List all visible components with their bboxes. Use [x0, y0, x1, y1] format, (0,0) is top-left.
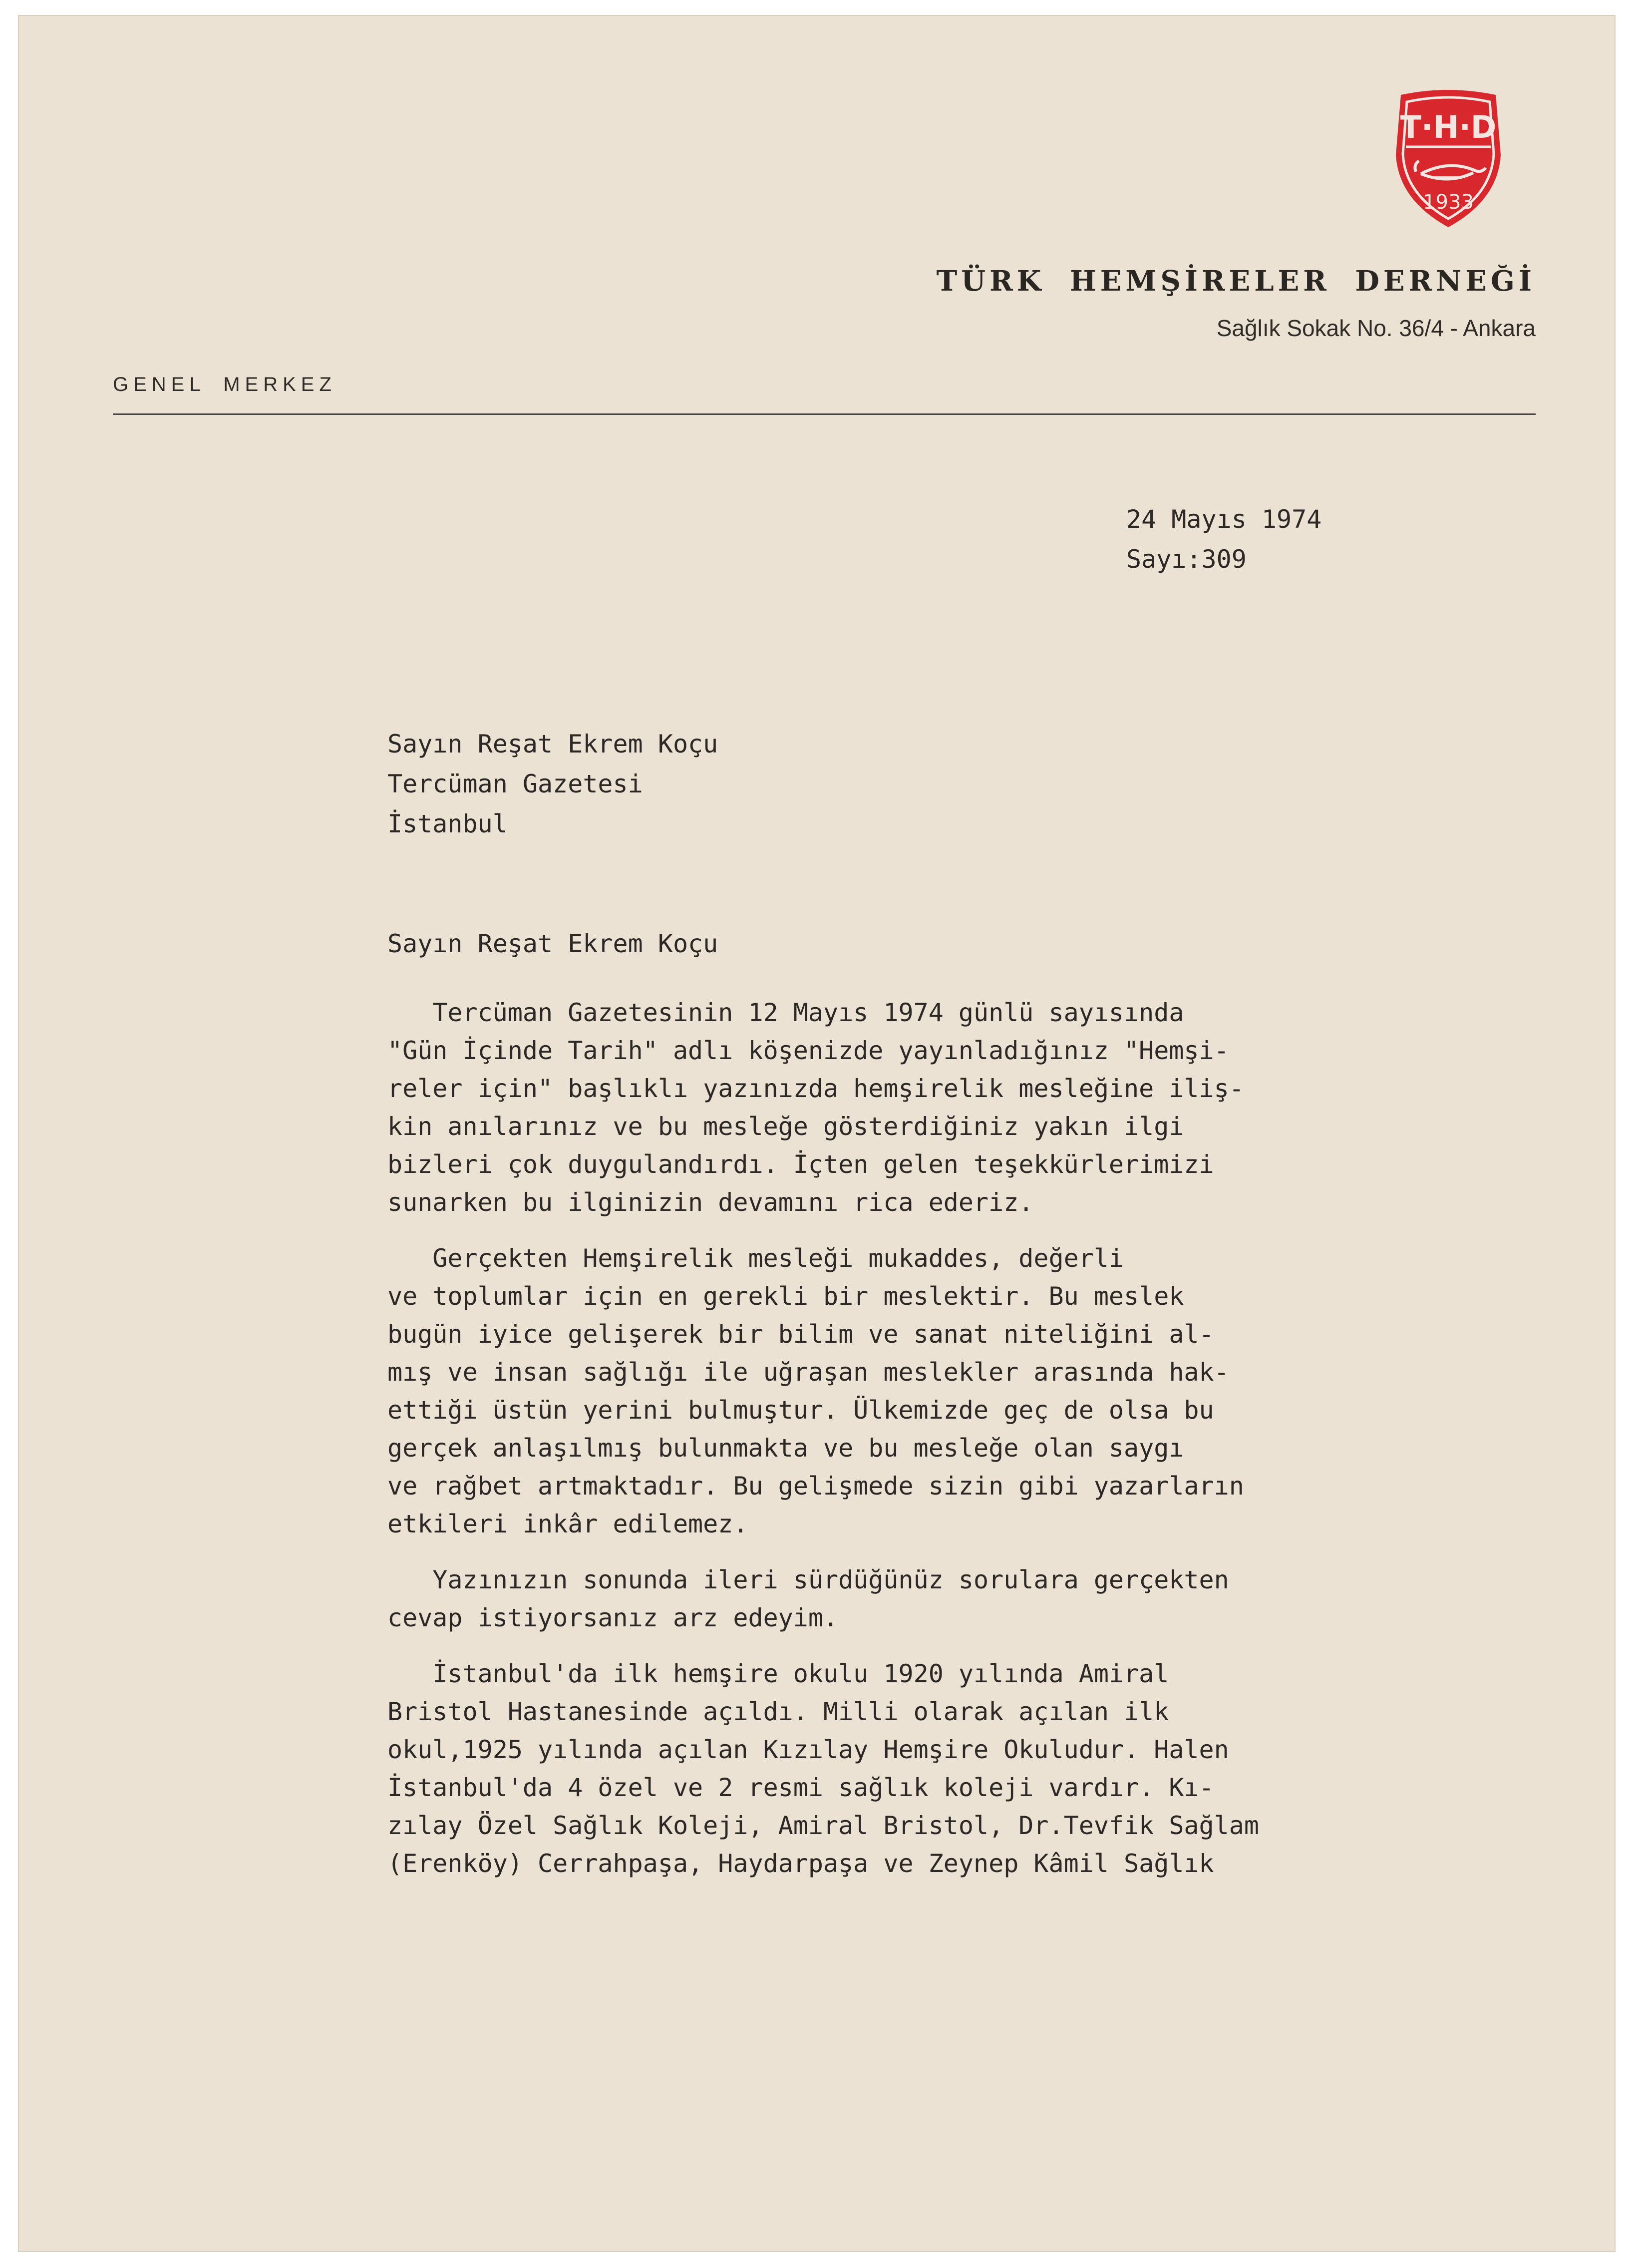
body-line: sunarken bu ilginizin devamını rica ederiz. — [387, 1188, 1034, 1217]
thd-logo-icon — [1386, 85, 1511, 230]
body-line: ettiği üstün yerini bulmuştur. Ülkemizde geç de olsa bu — [387, 1396, 1214, 1425]
body-line: ve rağbet artmaktadır. Bu gelişmede sizin gibi yazarların — [387, 1472, 1244, 1501]
recipient-organization: Tercüman Gazetesi — [387, 769, 643, 798]
body-line: gerçek anlaşılmış bulunmakta ve bu mesleğe olan saygı — [387, 1434, 1184, 1463]
body-paragraph — [387, 994, 1616, 1221]
letter-body — [387, 994, 1616, 1900]
body-line: İstanbul'da ilk hemşire okulu 1920 yılında Amiral — [387, 1659, 1169, 1688]
body-line: reler için" başlıklı yazınızda hemşirelik mesleğine iliş- — [387, 1074, 1244, 1103]
letter-number: Sayı:309 — [1126, 545, 1247, 574]
letter-sheet — [18, 15, 1616, 2252]
recipient-name: Sayın Reşat Ekrem Koçu — [387, 730, 718, 758]
recipient-city: İstanbul — [387, 809, 508, 838]
body-line: Bristol Hastanesinde açıldı. Milli olarak açılan ilk — [387, 1697, 1169, 1726]
letter-date: 24 Mayıs 1974 — [1126, 505, 1322, 534]
body-line: İstanbul'da 4 özel ve 2 resmi sağlık koleji vardır. Kı- — [387, 1773, 1214, 1802]
body-paragraph — [387, 1561, 1616, 1637]
body-line: ve toplumlar için en gerekli bir meslektir. Bu meslek — [387, 1282, 1184, 1311]
body-line: cevap istiyorsanız arz edeyim. — [387, 1603, 839, 1632]
organization-address: Sağlık Sokak No. 36/4 - Ankara — [1216, 315, 1536, 341]
logo-year: 1933 — [1423, 191, 1474, 214]
body-line: okul,1925 yılında açılan Kızılay Hemşire Okuludur. Halen — [387, 1735, 1229, 1764]
body-line: bugün iyice gelişerek bir bilim ve sanat niteliğini al- — [387, 1320, 1214, 1349]
headquarters-label: GENEL MERKEZ — [113, 374, 336, 395]
body-line: Tercüman Gazetesinin 12 Mayıs 1974 günlü sayısında — [387, 998, 1184, 1027]
body-paragraph — [387, 1239, 1616, 1543]
body-line: zılay Özel Sağlık Koleji, Amiral Bristol, Dr.Tevfik Sağlam — [387, 1811, 1259, 1840]
body-line: Yazınızın sonunda ileri sürdüğünüz sorulara gerçekten — [387, 1565, 1229, 1594]
body-line: kin anılarınız ve bu mesleğe gösterdiğiniz yakın ilgi — [387, 1112, 1184, 1141]
body-line: (Erenköy) Cerrahpaşa, Haydarpaşa ve Zeynep Kâmil Sağlık — [387, 1849, 1214, 1878]
recipient-address — [387, 724, 718, 844]
body-line: mış ve insan sağlığı ile uğraşan meslekler arasında hak- — [387, 1358, 1229, 1387]
body-line: bizleri çok duygulandırdı. İçten gelen teşekkürlerimizi — [387, 1150, 1214, 1179]
salutation: Sayın Reşat Ekrem Koçu — [387, 929, 718, 958]
body-paragraph — [387, 1655, 1616, 1883]
organization-name: TÜRK HEMŞİRELER DERNEĞİ — [936, 265, 1536, 298]
date-block — [1126, 499, 1321, 579]
logo-letters: T·H·D — [1400, 109, 1497, 145]
letterhead-divider — [113, 413, 1536, 415]
body-line: "Gün İçinde Tarih" adlı köşenizde yayınladığınız "Hemşi- — [387, 1036, 1229, 1065]
body-line: Gerçekten Hemşirelik mesleği mukaddes, değerli — [387, 1244, 1124, 1273]
body-line: etkileri inkâr edilemez. — [387, 1510, 748, 1538]
